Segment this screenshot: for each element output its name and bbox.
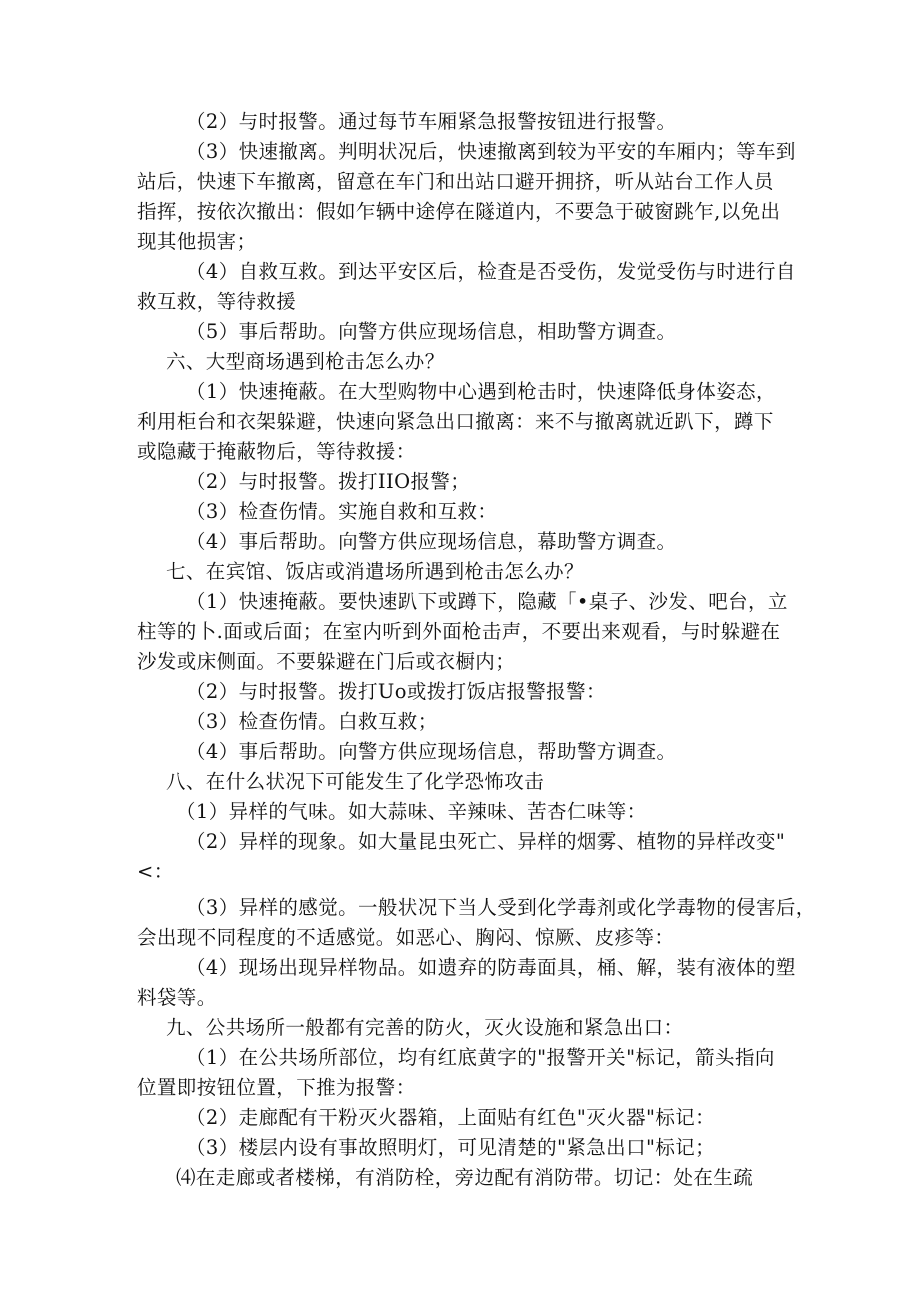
text-line: 利用柜台和衣架躲避，快速向紧急出口撤离：来不与撤离就近趴下，蹲下	[137, 410, 774, 433]
text-line: （1）快速掩蔽。在大型购物中心遇到枪击时，快速降低身体姿态，	[186, 380, 776, 403]
text-line: （1）在公共场所部位，均有红底黄字的"报警开关"标记，箭头指向	[186, 1046, 775, 1069]
text-line: （1）快速掩蔽。要快速趴下或蹲下，隐藏「•桌子、沙发、吧台，立	[186, 590, 788, 613]
text-line: 或隐藏于掩蔽物后，等待救援：	[137, 440, 416, 463]
text-line: （4）自救互救。到达平安区后，检査是否受伤，发觉受伤与时进行自	[186, 260, 796, 283]
text-line: 站后，快速下车撤离，留意在车门和出站口避开拥挤，听从站台工作人员	[137, 170, 774, 193]
text-line: 会出现不同程度的不适感觉。如恶心、胸闷、惊厥、皮疹等：	[137, 926, 675, 949]
text-line: （3）检查伤情。白救互救；	[186, 710, 438, 733]
text-line: （4）事后帮助。向警方供应现场信息，帮助警方调查。	[186, 740, 677, 763]
text-line: （4）事后帮助。向警方供应现场信息，幕助警方调查。	[186, 530, 677, 553]
section-heading: 八、在什么状况下可能发生了化学恐怖攻击	[166, 770, 545, 793]
text-line: 位置即按钮位置，下推为报警：	[137, 1076, 416, 1099]
text-line: （2）与时报警。通过每节车厢紧急报警按钮进行报警。	[186, 110, 677, 133]
text-line: （3）楼层内设有事故照明灯，可见清楚的"紧急出口"标记；	[186, 1136, 716, 1159]
text-line: （2）与时报警。拨打IIO报警；	[186, 470, 471, 493]
section-heading: 九、公共场所一般都有完善的防火，灭火设施和紧急出口：	[166, 1016, 684, 1039]
section-heading: 六、大型商场遇到枪击怎么办？	[166, 350, 445, 373]
text-line: 指挥，按依次撤出：假如乍辆中途停在隧道内，不要急于破窗跳乍,以免出	[137, 200, 781, 223]
text-line: （3）快速撤离。判明状况后，快速撤离到较为平安的车厢内；等车到	[186, 140, 796, 163]
text-line: （3）检查伤情。实施自救和互救：	[186, 500, 498, 523]
text-line: （2）异样的现象。如大量昆虫死亡、异样的烟雾、植物的异样改变"	[186, 830, 786, 853]
text-line: （1）异样的气味。如大蒜味、辛辣味、苦杏仁味等：	[176, 800, 647, 823]
text-line: 救互救，等待救援	[137, 290, 297, 313]
text-line: 柱等的卜.面或后面；在室内听到外面枪击声，不要出来观看，与时躲避在	[137, 620, 781, 643]
text-line: ⑷在走廊或者楼梯，有消防栓，旁边配有消防带。切记：处在生疏	[176, 1166, 754, 1189]
text-line: （4）现场出现异样物品。如遗弃的防毒面具，桶、解，装有液体的塑	[186, 956, 796, 979]
text-line: （2）走廊配有干粉灭火器箱，上面贴有红色"灭火器"标记：	[186, 1106, 716, 1129]
text-line: 现其他损害；	[137, 230, 257, 253]
section-heading: 七、在宾馆、饭店或消遣场所遇到枪击怎么办？	[166, 560, 584, 583]
text-line: 料袋等。	[137, 986, 217, 1009]
text-line: <：	[137, 860, 174, 883]
text-line: （3）异样的感觉。一般状况下当人受到化学毒剂或化学毒物的侵害后，	[186, 896, 816, 919]
text-line: 沙发或床侧面。不要躲避在门后或衣橱内；	[137, 650, 516, 673]
text-line: （2）与时报警。拨打Uo或拨打饭店报警报警：	[186, 680, 606, 703]
text-line: （5）事后帮助。向警方供应现场信息，相助警方调查。	[186, 320, 677, 343]
